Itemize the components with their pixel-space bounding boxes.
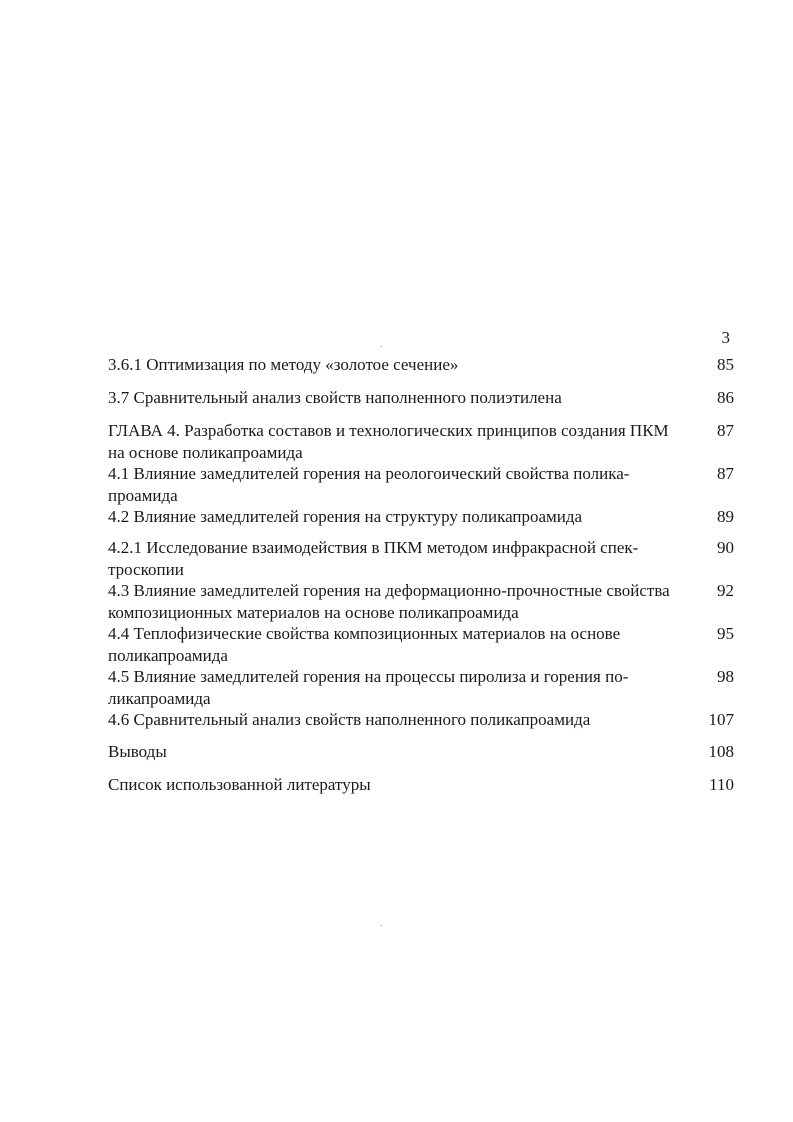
toc-entry-page: 90: [717, 538, 734, 557]
toc-entry-page: 85: [717, 355, 734, 374]
toc-entry-page: 95: [717, 624, 734, 643]
toc-entry-page: 89: [717, 507, 734, 526]
toc-entry-title: 4.2.1 Исследование взаимодействия в ПКМ методом инфракрасной спек-троскопии: [108, 538, 639, 579]
toc-entry-page: 98: [717, 667, 734, 686]
scan-speck: [381, 925, 382, 926]
toc-entry-title: 3.7 Сравнительный анализ свойств наполненного полиэтилена: [108, 388, 562, 407]
toc-entry-page: 87: [717, 464, 734, 483]
toc-entry-title: ГЛАВА 4. Разработка составов и технологических принципов создания ПКМ на основе поликапроамида: [108, 421, 669, 462]
toc-entry-title: Список использованной литературы: [108, 775, 371, 794]
toc-entry-page: 108: [708, 742, 734, 761]
toc-entry-page: 110: [709, 775, 734, 794]
toc-entry-page: 87: [717, 421, 734, 440]
toc-entry-page: 107: [708, 710, 734, 729]
toc-entry-title: 4.1 Влияние замедлителей горения на реологоический свойства полика-проамида: [108, 464, 630, 505]
toc-entry-title: 3.6.1 Оптимизация по методу «золотое сечение»: [108, 355, 459, 374]
page-number: 3: [721, 328, 730, 347]
scan-speck: [381, 346, 382, 347]
toc-entry-title: Выводы: [108, 742, 167, 761]
toc-entry-page: 86: [717, 388, 734, 407]
toc-entry-title: 4.2 Влияние замедлителей горения на структуру поликапроамида: [108, 507, 583, 526]
toc-entry-title: 4.6 Сравнительный анализ свойств наполненного поликапроамида: [108, 710, 591, 729]
toc-entry-title: 4.4 Теплофизические свойства композиционных материалов на основе поликапроамида: [108, 624, 621, 665]
toc-entry-page: 92: [717, 581, 734, 600]
toc-entry-title: 4.5 Влияние замедлителей горения на процессы пиролиза и горения по-ликапроамида: [108, 667, 629, 708]
toc-entry-title: 4.3 Влияние замедлителей горения на деформационно-прочностные свойства композиционных материалов на основе поликапроамида: [108, 581, 670, 622]
